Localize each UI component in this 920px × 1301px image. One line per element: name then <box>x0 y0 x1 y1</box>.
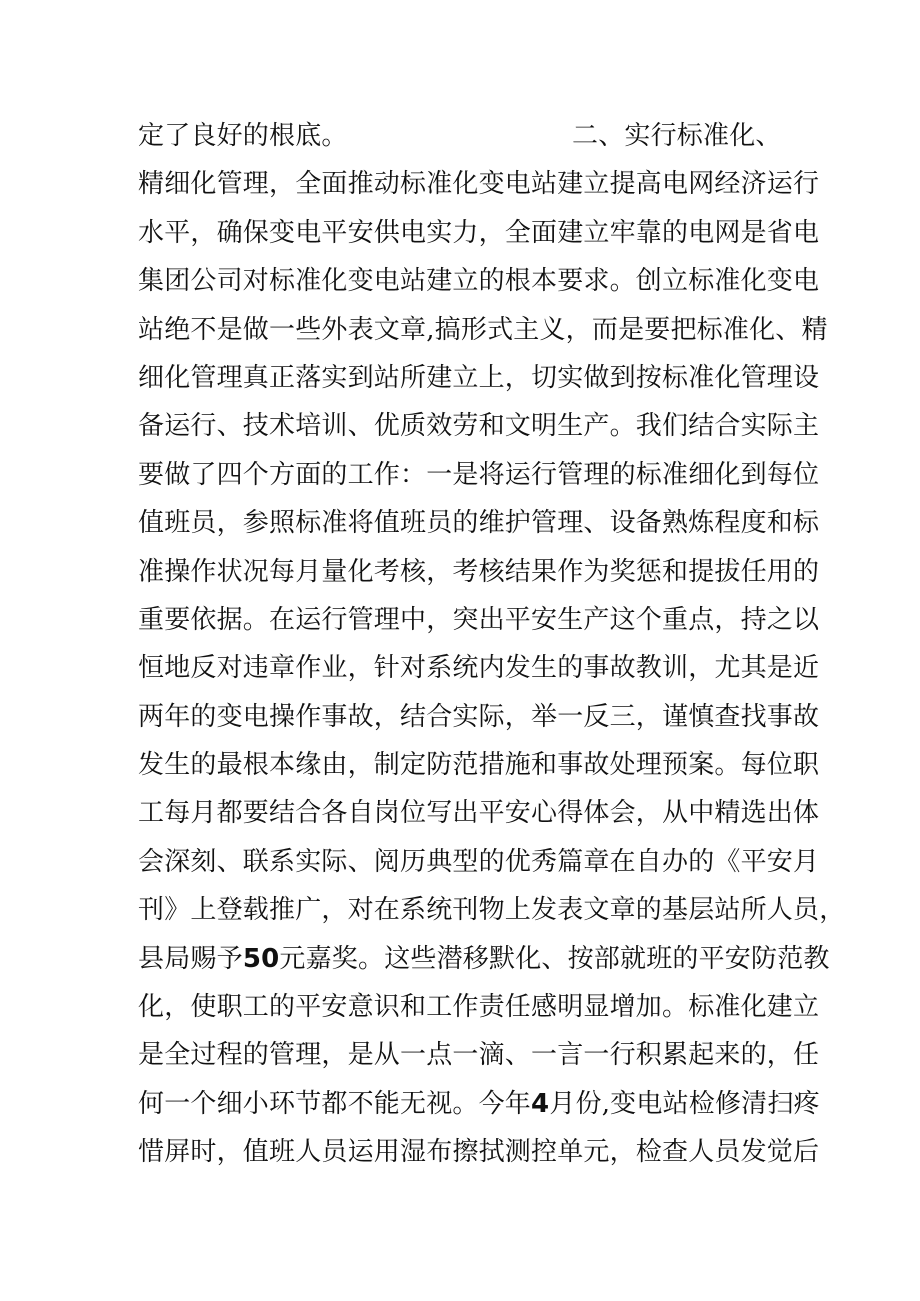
text-line: 工每月都要结合各自岗位写出平安心得体会，从中精选出体 <box>138 798 820 829</box>
text-line-month <box>138 1080 820 1128</box>
text-line: 是全过程的管理，是从一点一滴、一言一行积累起来的，任 <box>138 1040 820 1071</box>
text-line: 两年的变电操作事故，结合实际，举一反三，谨慎查找事故 <box>138 701 820 732</box>
reward-text-before: 县局赐予 <box>138 943 243 974</box>
month-text-before: 何一个细小环节都不能无视。今年 <box>138 1088 532 1119</box>
month-text-after: 月份,变电站检修清扫疼 <box>549 1088 820 1119</box>
text-line: 重要依据。在运行管理中，突出平安生产这个重点，持之以 <box>138 604 820 635</box>
text-line: 细化管理真正落实到站所建立上，切实做到按标准化管理设 <box>138 362 820 393</box>
section-end-text: 定了良好的根底。 <box>138 121 348 151</box>
text-line: 要做了四个方面的工作：一是将运行管理的标准细化到每位 <box>138 459 820 490</box>
text-line: 化，使职工的平安意识和工作责任感明显增加。标准化建立 <box>138 992 820 1023</box>
text-line-1 <box>138 112 798 160</box>
reward-amount: 50 <box>242 943 280 974</box>
text-line: 精细化管理，全面推动标准化变电站建立提高电网经济运行 <box>138 169 820 200</box>
text-line: 站绝不是做一些外表文章,搞形式主义，而是要把标准化、精 <box>138 314 828 345</box>
text-line: 恒地反对违章作业，针对系统内发生的事故教训，尤其是近 <box>138 653 820 684</box>
text-line: 惜屏时，值班人员运用湿布擦拭测控单元，检查人员发觉后 <box>138 1137 820 1168</box>
text-line: 发生的最根本缘由，制定防范措施和事故处理预案。每位职 <box>138 750 820 781</box>
text-line: 值班员，参照标准将值班员的维护管理、设备熟炼程度和标 <box>138 508 820 539</box>
text-line: 备运行、技术培训、优质效劳和文明生产。我们结合实际主 <box>138 411 820 442</box>
month-number: 4 <box>531 1088 550 1119</box>
text-line-reward <box>138 935 830 983</box>
text-line: 会深刻、联系实际、阅历典型的优秀篇章在自办的《平安月 <box>138 846 820 877</box>
reward-text-after: 元嘉奖。这些潜移默化、按部就班的平安防范教 <box>279 943 830 974</box>
section-heading: 二、实行标准化、 <box>572 121 782 151</box>
text-line: 刊》上登载推广，对在系统刊物上发表文章的基层站所人员， <box>138 895 846 926</box>
text-line: 水平，确保变电平安供电实力，全面建立牢靠的电网是省电 <box>138 217 820 248</box>
text-line: 集团公司对标准化变电站建立的根本要求。创立标准化变电 <box>138 266 820 297</box>
text-line: 准操作状况每月量化考核，考核结果作为奖惩和提拔任用的 <box>138 556 820 587</box>
body-text <box>138 112 846 1177</box>
